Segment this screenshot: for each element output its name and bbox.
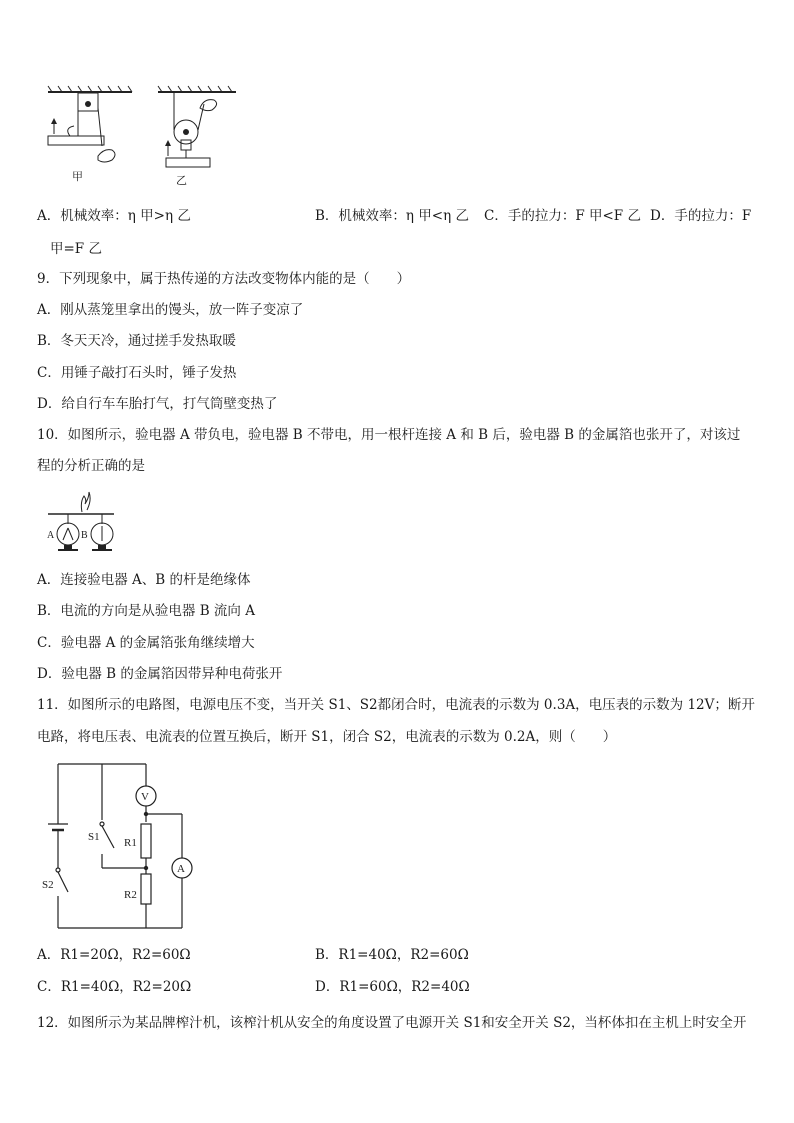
r2-label: R2 xyxy=(124,889,137,901)
s2-label: S2 xyxy=(42,879,54,891)
label-jia: 甲 xyxy=(72,171,83,183)
q11-option-a: A．R1=20Ω，R2=60Ω xyxy=(37,947,191,963)
voltmeter-label: V xyxy=(141,791,149,803)
q11-option-d: D．R1=60Ω，R2=40Ω xyxy=(315,979,470,995)
q9-option-d: D．给自行车车胎打气，打气筒壁变热了 xyxy=(37,396,278,412)
circuit-diagram xyxy=(40,758,200,934)
q10-option-d: D．验电器 B 的金属箔因带异种电荷张开 xyxy=(37,666,283,682)
q10-option-c: C．验电器 A 的金属箔张角继续增大 xyxy=(37,635,255,651)
q8-option-b: B．机械效率：η 甲<η 乙 xyxy=(315,208,469,224)
r1-label: R1 xyxy=(124,837,137,849)
q8-option-d: D．手的拉力：F xyxy=(650,208,752,224)
q9-option-c: C．用锤子敲打石头时，锤子发热 xyxy=(37,365,237,381)
q11-stem-line1: 11．如图所示的电路图，电源电压不变，当开关 S1、S2都闭合时，电流表的示数为 0.3A，电压表的示数为 12V；断开 xyxy=(37,697,755,713)
q10-option-a: A．连接验电器 A、B 的杆是绝缘体 xyxy=(37,572,251,588)
q9-option-a: A．刚从蒸笼里拿出的馒头，放一阵子变凉了 xyxy=(37,302,304,318)
q9-stem: 9．下列现象中，属于热传递的方法改变物体内能的是（ ） xyxy=(37,271,411,287)
electroscope-figure xyxy=(44,486,122,556)
pulley-figure xyxy=(40,84,250,190)
s1-label: S1 xyxy=(88,831,100,843)
ammeter-label: A xyxy=(177,863,185,875)
q9-option-b: B．冬天天冷，通过搓手发热取暖 xyxy=(37,333,236,349)
q11-option-b: B．R1=40Ω，R2=60Ω xyxy=(315,947,469,963)
q12-stem-line1: 12．如图所示为某品牌榨汁机，该榨汁机从安全的角度设置了电源开关 S1和安全开关 S2，当杯体扣在主机上时安全开 xyxy=(37,1015,747,1031)
q8-option-d-cont: 甲=F 乙 xyxy=(50,241,102,257)
q11-stem-line2: 电路，将电压表、电流表的位置互换后，断开 S1，闭合 S2，电流表的示数为 0.2A，则（ ） xyxy=(37,729,617,745)
q8-option-c: C．手的拉力：F 甲<F 乙 xyxy=(484,208,641,224)
q8-option-a: A．机械效率：η 甲>η 乙 xyxy=(37,208,191,224)
electroscope-b-label: B xyxy=(81,530,88,541)
q10-stem-line1: 10．如图所示，验电器 A 带负电，验电器 B 不带电，用一根杆连接 A 和 B 后，验电器 B 的金属箔也张开了，对该过 xyxy=(37,427,741,443)
q10-option-b: B．电流的方向是从验电器 B 流向 A xyxy=(37,603,255,619)
q10-stem-line2: 程的分析正确的是 xyxy=(37,458,145,474)
q11-option-c: C．R1=40Ω，R2=20Ω xyxy=(37,979,192,995)
electroscope-a-label: A xyxy=(47,530,55,541)
label-yi: 乙 xyxy=(176,175,187,187)
